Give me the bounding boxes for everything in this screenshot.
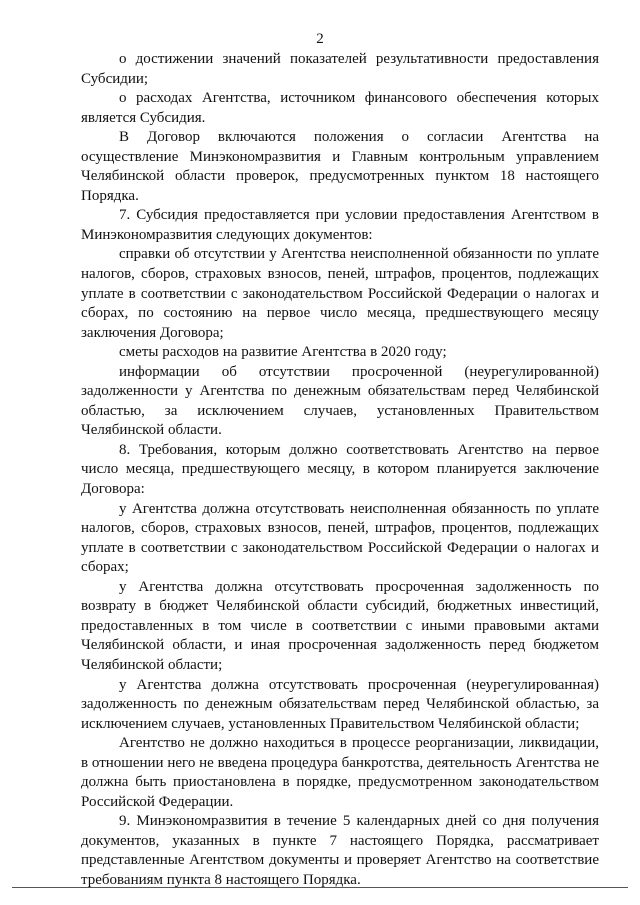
- page-number: 2: [316, 31, 324, 47]
- paragraph: информации об отсутствии просроченной (неурегулированной) задолженности у Агентства по денежным обязательствам перед Челябинской областью, за исключением случаев, установленных Правительством Челябинской области.: [81, 363, 599, 439]
- paragraph: Агентство не должно находиться в процессе реорганизации, ликвидации, в отношении него не введена процедура банкротства, деятельность Агентства не должна быть приостановлена в порядке, предусмотренном законодательством Российской Федерации.: [81, 735, 599, 810]
- paragraph: о расходах Агентства, источником финансового обеспечения которых является Субсидия.: [81, 90, 599, 126]
- paragraph: о достижении значений показателей результативности предоставления Субсидии;: [81, 51, 599, 87]
- document-body: [81, 50, 599, 891]
- paragraph-item-9: 9. Минэкономразвития в течение 5 календарных дней со дня получения документов, указанных в пункте 7 настоящего Порядка, рассматривает представленные Агентством документы и проверяет Агентство на соответствие требованиям пункта 8 настоящего Порядка.: [81, 813, 599, 888]
- bottom-rule: [12, 887, 628, 888]
- paragraph: справки об отсутствии у Агентства неисполненной обязанности по уплате налогов, сборов, страховых взносов, пеней, штрафов, процентов, подлежащих уплате в соответствии с законодательством Российской Федерации о налогах и сборах, по состоянию на первое число месяца, предшествующего месяцу заключения Договора;: [81, 246, 599, 341]
- paragraph: у Агентства должна отсутствовать просроченная (неурегулированная) задолженность по денежным обязательствам перед Челябинской областью, за исключением случаев, установленных Правительством Челябинской области;: [81, 676, 599, 732]
- paragraph: В Договор включаются положения о согласии Агентства на осуществление Минэкономразвития и Главным контрольным управлением Челябинской области проверок, предусмотренных пунктом 18 настоящего Порядка.: [81, 129, 599, 204]
- paragraph: у Агентства должна отсутствовать просроченная задолженность по возврату в бюджет Челябинской области субсидий, бюджетных инвестиций, предоставленных в том числе в соответствии с иными правовыми актами Челябинской области, и иная просроченная задолженность перед бюджетом Челябинской области;: [81, 578, 599, 673]
- paragraph-item-8: 8. Требования, которым должно соответствовать Агентство на первое число месяца, предшествующего месяцу, в котором планируется заключение Договора:: [81, 441, 599, 498]
- paragraph: у Агентства должна отсутствовать неисполненная обязанность по уплате налогов, сборов, страховых взносов, пеней, штрафов, процентов, подлежащих уплате в соответствии с законодательством Российской Федерации о налогах и сборах;: [81, 500, 599, 576]
- paragraph: сметы расходов на развитие Агентства в 2020 году;: [119, 344, 447, 361]
- paragraph-item-7: 7. Субсидия предоставляется при условии предоставления Агентством в Минэкономразвития следующих документов:: [81, 207, 599, 243]
